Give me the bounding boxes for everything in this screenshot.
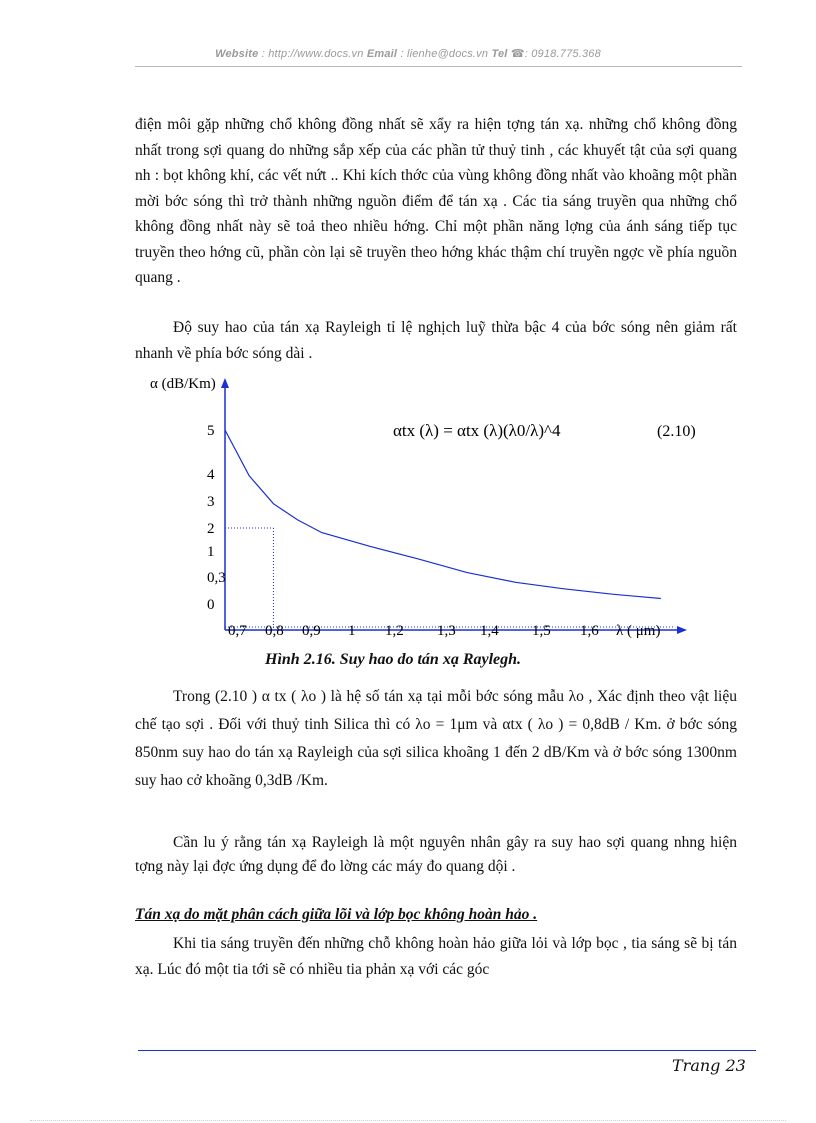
page-bottom-border	[30, 1120, 786, 1121]
page-header	[0, 47, 816, 60]
email-label: Email	[366, 48, 398, 60]
equation-number: (2.10)	[657, 423, 696, 440]
x-tick-label: 0,8	[265, 623, 284, 639]
x-tick-label: 0,7	[228, 623, 247, 639]
rayleigh-curve	[225, 430, 661, 599]
y-axis-arrow	[221, 378, 229, 388]
formula: αtx (λ) = αtx (λ)(λ0/λ)^4	[393, 421, 561, 440]
x-tick-label: 1,6	[580, 623, 599, 639]
page-number: Trang 23	[672, 1056, 746, 1075]
website-url[interactable]: : http://www.docs.vn	[261, 48, 364, 60]
figure-caption: Hình 2.16. Suy hao do tán xạ Raylegh.	[265, 651, 522, 668]
x-tick-label: 1,2	[385, 623, 404, 639]
tel-number: ☎: 0918.775.368	[510, 48, 601, 60]
tel-label: Tel	[491, 48, 508, 60]
x-axis-arrow	[677, 626, 687, 634]
y-tick-label: 3	[207, 494, 215, 510]
section-heading: Tán xạ do mặt phân cách giữa lõi và lớp bọc không hoàn hảo .	[135, 906, 538, 923]
y-tick-label: 0,3	[207, 570, 226, 586]
x-tick-label: 0,9	[302, 623, 321, 639]
paragraph-1: điện môi gặp những chổ không đồng nhất sẽ xẩy ra hiện tợng tán xạ. những chổ không đồng nhất trong sợi quang do những sắp xếp của các phần tử thuỷ tinh , các khuyết tật của sợi quang nh : bọt không khí, các vết nứt .. Khi kích thớc của vùng không đồng nhất vào khoãng một phần mời bớc sóng thì trở thành những nguồn điểm để tán xạ . Các tia sáng truyền qua những chổ không đồng nhất này sẽ toả theo nhiều hớng. Chỉ một phần năng lợng của ánh sáng tiếp tục truyền theo hớng cũ, phần còn lại sẽ truyền theo hớng khác thậm chí truyền ngợc về phía nguồn quang .	[135, 116, 737, 286]
website-label: Website	[215, 48, 259, 60]
paragraph-4: Cần lu ý rằng tán xạ Rayleigh là một nguyên nhân gây ra suy hao sợi quang nhng hiện tợng này lại đợc ứng dụng để đo lờng các máy đo quang dội .	[135, 834, 737, 875]
x-axis-label: λ ( μm)	[616, 623, 661, 639]
y-tick-label: 5	[207, 423, 215, 439]
paragraph-5: Khi tia sáng truyền đến những chỗ không hoàn hảo giữa lỏi và lớp bọc , tia sáng sẽ bị tán xạ. Lúc đó một tia tới sẽ có nhiều tia phản xạ với các góc	[135, 935, 737, 978]
y-tick-label: 4	[207, 467, 215, 483]
x-tick-label: 1,3	[437, 623, 456, 639]
x-tick-label: 1,5	[532, 623, 551, 639]
rayleigh-chart	[140, 368, 720, 648]
footer-rule	[138, 1050, 756, 1051]
email-address[interactable]: : lienhe@docs.vn	[400, 48, 489, 60]
paragraph-2: Độ suy hao của tán xạ Rayleigh tỉ lệ nghịch luỹ thừa bậc 4 của bớc sóng nên giảm rất nhanh về phía bớc sóng dài .	[135, 319, 737, 362]
y-tick-label: 2	[207, 521, 215, 537]
chart-svg	[140, 368, 720, 648]
y-axis-label: α (dB/Km)	[150, 376, 216, 392]
x-tick-label: 1,4	[480, 623, 499, 639]
y-tick-label: 1	[207, 544, 215, 560]
y-tick-label: 0	[207, 597, 215, 613]
paragraph-3: Trong (2.10 ) α tx ( λo ) là hệ số tán xạ tại mỗi bớc sóng mẫu λo , Xác định theo vật liệu chế tạo sợi . Đối với thuỷ tinh Silica thì có λo = 1μm và αtx ( λo ) = 0,8dB / Km. ở bớc sóng 850nm suy hao do tán xạ Rayleigh của sợi silica khoãng 1 đến 2 dB/Km và ở bớc sóng 1300nm suy hao cở khoãng 0,3dB /Km.	[135, 688, 737, 789]
x-tick-label: 1	[348, 623, 356, 639]
header-rule	[135, 66, 742, 67]
